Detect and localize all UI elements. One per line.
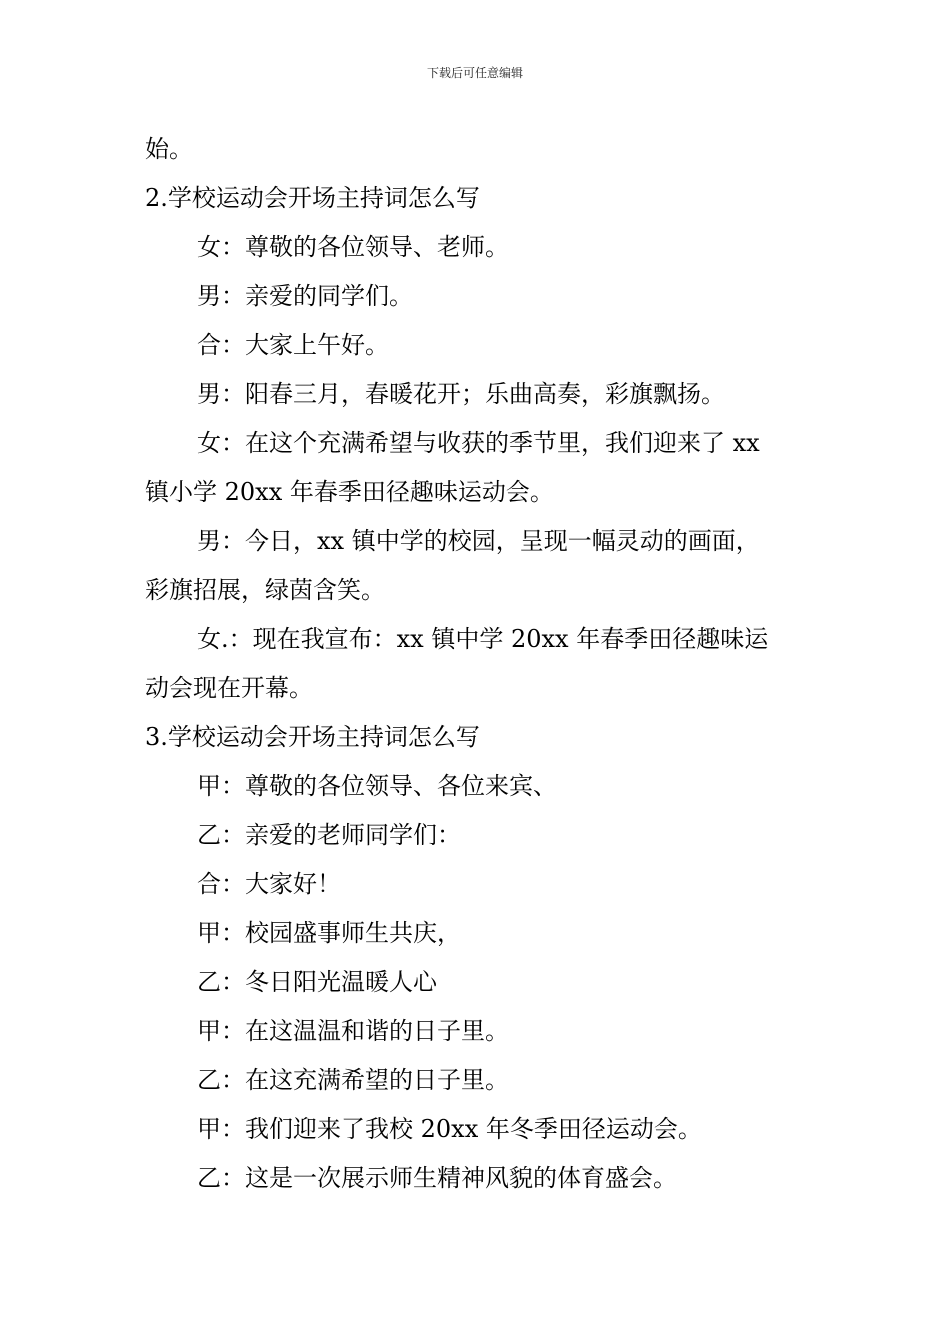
paragraph-line: 甲：我们迎来了我校 20xx 年冬季田径运动会。	[197, 1115, 702, 1143]
paragraph-line: 合：大家上午好。	[197, 331, 389, 359]
page-header: 下载后可任意编辑	[426, 66, 523, 80]
paragraph-line: 男：阳春三月，春暖花开；乐曲高奏，彩旗飘扬。	[197, 380, 725, 408]
paragraph-line: 乙：冬日阳光温暖人心	[197, 968, 437, 996]
paragraph-line: 乙：这是一次展示师生精神风貌的体育盛会。	[197, 1164, 677, 1192]
paragraph-line: 甲：校园盛事师生共庆，	[197, 919, 461, 947]
paragraph-line: 女：在这个充满希望与收获的季节里，我们迎来了 xx	[197, 429, 760, 457]
document-body	[145, 125, 810, 1203]
section-heading: 2.学校运动会开场主持词怎么写	[145, 184, 480, 212]
paragraph-line: 乙：亲爱的老师同学们：	[197, 821, 461, 849]
section-heading: 3.学校运动会开场主持词怎么写	[145, 723, 480, 751]
paragraph-line: 女：尊敬的各位领导、老师。	[197, 233, 509, 261]
paragraph-line: 合：大家好！	[197, 870, 341, 898]
paragraph-line: 甲：在这温温和谐的日子里。	[197, 1017, 509, 1045]
paragraph-line: 彩旗招展，绿茵含笑。	[145, 576, 385, 604]
paragraph-line: 甲：尊敬的各位领导、各位来宾、	[197, 772, 557, 800]
paragraph-line: 男：今日，xx 镇中学的校园，呈现一幅灵动的画面，	[197, 527, 760, 555]
paragraph-line: 女.：现在我宣布：xx 镇中学 20xx 年春季田径趣味运	[197, 625, 769, 653]
paragraph-line: 镇小学 20xx 年春季田径趣味运动会。	[145, 478, 554, 506]
paragraph-line: 始。	[145, 135, 193, 163]
paragraph-line: 男：亲爱的同学们。	[197, 282, 413, 310]
paragraph-line: 动会现在开幕。	[145, 674, 313, 702]
paragraph-line: 乙：在这充满希望的日子里。	[197, 1066, 509, 1094]
